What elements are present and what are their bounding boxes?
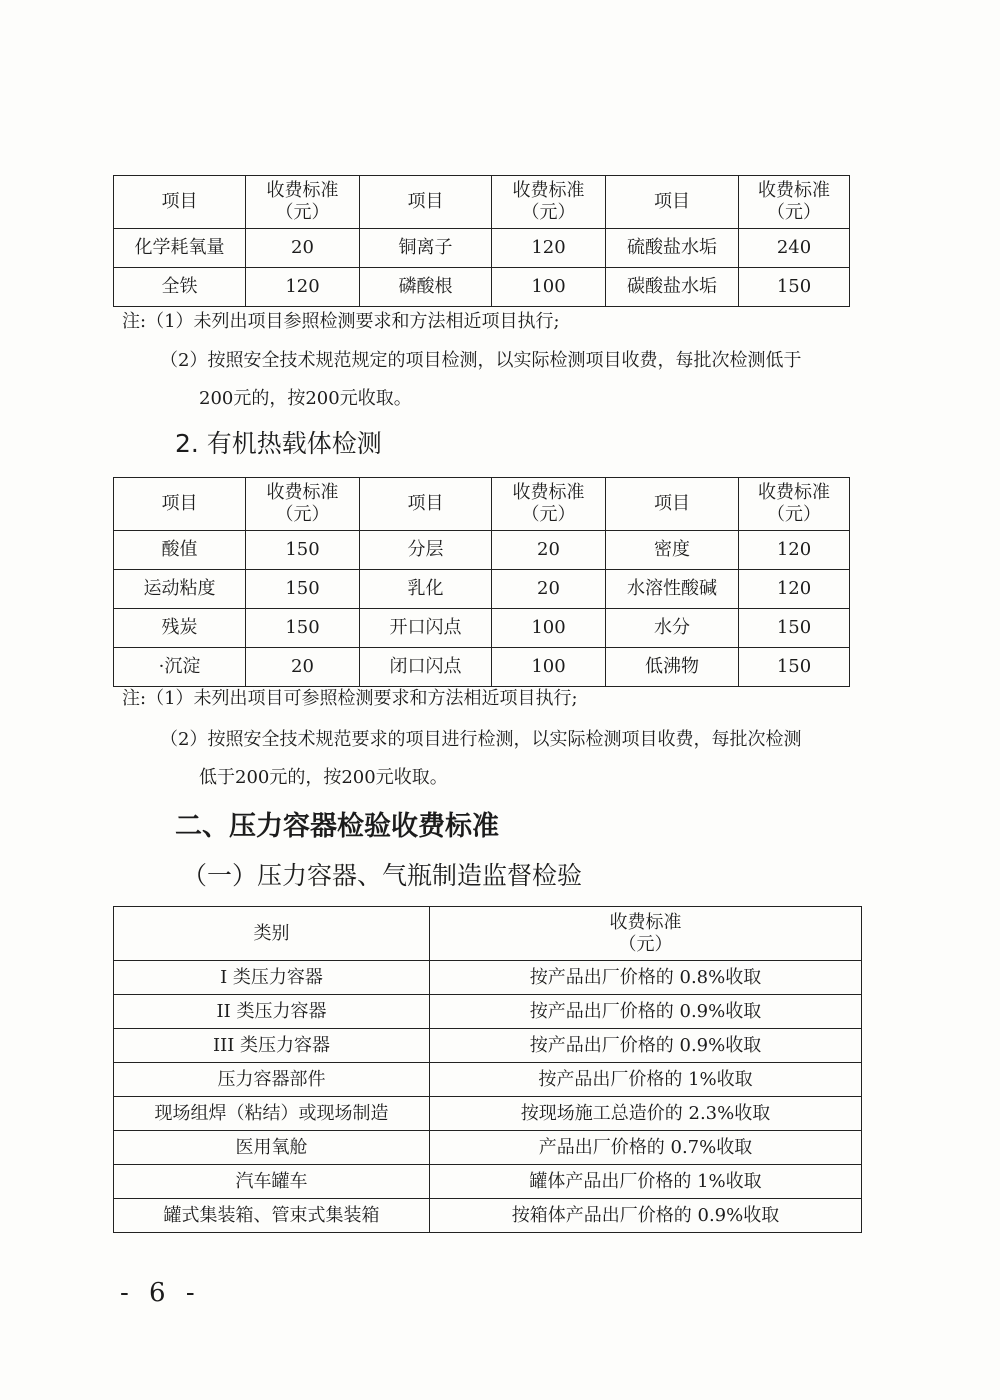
table-header-row <box>114 907 862 961</box>
header-fee: 收费标准 （元） <box>492 478 606 531</box>
table-cell: 100 <box>492 609 606 648</box>
table-cell: 20 <box>492 570 606 609</box>
table-cell: 闭口闪点 <box>360 648 492 687</box>
section-heading-pressure-vessel: 二、压力容器检验收费标准 <box>175 811 499 842</box>
table-cell: 20 <box>246 229 360 268</box>
table-cell: 150 <box>739 648 850 687</box>
table-cell: 医用氧舱 <box>114 1131 430 1165</box>
table-cell: 按产品出厂价格的 0.9%收取 <box>430 995 862 1029</box>
header-fee: 收费标准 （元） <box>739 478 850 531</box>
table-cell: 汽车罐车 <box>114 1165 430 1199</box>
header-fee: 收费标准 （元） <box>246 176 360 229</box>
table-cell: 开口闪点 <box>360 609 492 648</box>
table-row <box>114 570 850 609</box>
table-cell: 现场组焊（粘结）或现场制造 <box>114 1097 430 1131</box>
table-cell: 120 <box>739 570 850 609</box>
table-cell: 密度 <box>606 531 739 570</box>
table-cell: 运动粘度 <box>114 570 246 609</box>
table-row <box>114 268 850 307</box>
header-item: 项目 <box>606 176 739 229</box>
note-1: 注:（1）未列出项目可参照检测要求和方法相近项目执行; <box>122 688 578 709</box>
table-header-row <box>114 176 850 229</box>
table-cell: 酸值 <box>114 531 246 570</box>
table-cell: 150 <box>246 531 360 570</box>
table-cell: II 类压力容器 <box>114 995 430 1029</box>
table-cell: 水分 <box>606 609 739 648</box>
header-item: 项目 <box>360 176 492 229</box>
note-1: 注:（1）未列出项目参照检测要求和方法相近项目执行; <box>122 311 560 332</box>
table-row <box>114 531 850 570</box>
table-cell: 150 <box>246 570 360 609</box>
table-cell: 产品出厂价格的 0.7%收取 <box>430 1131 862 1165</box>
table-row <box>114 961 862 995</box>
table-row <box>114 609 850 648</box>
table-row <box>114 1029 862 1063</box>
pressure-vessel-fee-table <box>113 906 862 1233</box>
table-cell: 120 <box>246 268 360 307</box>
section-heading-organic: 2. 有机热载体检测 <box>175 429 382 458</box>
table-cell: 罐式集装箱、管束式集装箱 <box>114 1199 430 1233</box>
table-header-row <box>114 478 850 531</box>
header-fee: 收费标准 （元） <box>430 907 862 961</box>
header-item: 项目 <box>606 478 739 531</box>
table-cell: 压力容器部件 <box>114 1063 430 1097</box>
header-item: 项目 <box>114 176 246 229</box>
table-cell: 低沸物 <box>606 648 739 687</box>
table-cell: I 类压力容器 <box>114 961 430 995</box>
header-category: 类别 <box>114 907 430 961</box>
table-cell: 水溶性酸碱 <box>606 570 739 609</box>
note-2: （2）按照安全技术规范要求的项目进行检测，以实际检测项目收费，每批次检测 <box>160 729 802 750</box>
subsection-heading-supervision: （一）压力容器、气瓶制造监督检验 <box>182 861 583 890</box>
table-row <box>114 1097 862 1131</box>
table-cell: 碳酸盐水垢 <box>606 268 739 307</box>
table-cell: 240 <box>739 229 850 268</box>
note-2: （2）按照安全技术规范规定的项目检测，以实际检测项目收费，每批次检测低于 <box>160 350 802 371</box>
note-2-continued: 低于200元的，按200元收取。 <box>199 767 448 788</box>
water-test-fee-table <box>113 175 850 307</box>
organic-heat-carrier-fee-table <box>113 477 850 687</box>
table-cell: 150 <box>739 609 850 648</box>
table-cell: 150 <box>246 609 360 648</box>
table-cell: 乳化 <box>360 570 492 609</box>
table-cell: III 类压力容器 <box>114 1029 430 1063</box>
table-row <box>114 1199 862 1233</box>
table-cell: 化学耗氧量 <box>114 229 246 268</box>
table-row <box>114 1165 862 1199</box>
table-cell: 硫酸盐水垢 <box>606 229 739 268</box>
table-cell: 20 <box>246 648 360 687</box>
table-cell: 120 <box>492 229 606 268</box>
table-cell: 100 <box>492 648 606 687</box>
table-row <box>114 229 850 268</box>
page-number: - 6 - <box>120 1278 201 1308</box>
table-cell: 按产品出厂价格的 0.8%收取 <box>430 961 862 995</box>
table-cell: 按箱体产品出厂价格的 0.9%收取 <box>430 1199 862 1233</box>
table-cell: 罐体产品出厂价格的 1%收取 <box>430 1165 862 1199</box>
table-cell: 120 <box>739 531 850 570</box>
table-cell: 按产品出厂价格的 1%收取 <box>430 1063 862 1097</box>
table-cell: 磷酸根 <box>360 268 492 307</box>
header-fee: 收费标准 （元） <box>246 478 360 531</box>
table-row <box>114 648 850 687</box>
table-cell: 全铁 <box>114 268 246 307</box>
table-row <box>114 1063 862 1097</box>
note-2-continued: 200元的，按200元收取。 <box>199 388 412 409</box>
table-cell: 100 <box>492 268 606 307</box>
table-row <box>114 1131 862 1165</box>
header-item: 项目 <box>360 478 492 531</box>
table-cell: 按产品出厂价格的 0.9%收取 <box>430 1029 862 1063</box>
table-cell: 150 <box>739 268 850 307</box>
header-item: 项目 <box>114 478 246 531</box>
table-cell: 按现场施工总造价的 2.3%收取 <box>430 1097 862 1131</box>
table-cell: 残炭 <box>114 609 246 648</box>
header-fee: 收费标准 （元） <box>739 176 850 229</box>
table-row <box>114 995 862 1029</box>
header-fee: 收费标准 （元） <box>492 176 606 229</box>
table-cell: 分层 <box>360 531 492 570</box>
table-cell: 铜离子 <box>360 229 492 268</box>
table-cell: ·沉淀 <box>114 648 246 687</box>
table-cell: 20 <box>492 531 606 570</box>
